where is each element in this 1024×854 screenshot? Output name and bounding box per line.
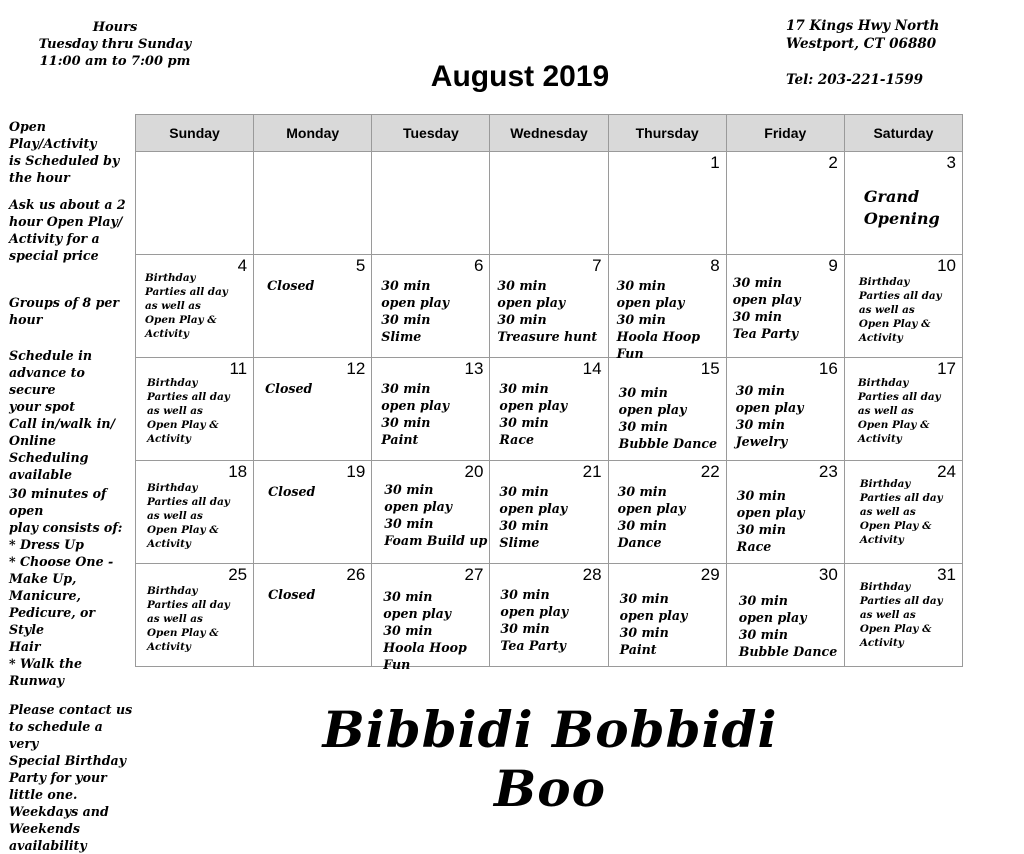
day-number: 10	[937, 256, 956, 275]
week-row	[136, 564, 963, 667]
day-cell	[726, 152, 844, 255]
day-cell	[136, 255, 254, 358]
note-groups: Groups of 8 per hour	[9, 295, 120, 327]
day-number: 25	[228, 565, 248, 584]
note-open-play: Open Play/Activity is Scheduled by the hour	[9, 119, 120, 185]
day-cell	[136, 461, 254, 564]
week-row	[136, 461, 963, 564]
day-cell	[726, 564, 844, 667]
day-cell	[608, 152, 726, 255]
day-event: 30 min open play 30 min Slime	[381, 278, 450, 344]
day-cell	[726, 461, 844, 564]
calendar-title: August 2019	[430, 60, 610, 93]
day-number: 7	[592, 256, 602, 275]
day-cell	[490, 358, 608, 461]
day-number: 31	[937, 565, 956, 584]
day-number: 29	[700, 565, 720, 584]
phone-number: Tel: 203-221-1599	[786, 72, 924, 88]
day-number: 6	[473, 256, 484, 275]
day-event: 30 min open play 30 min Foam Build up	[384, 482, 488, 548]
day-event: Closed	[265, 381, 313, 396]
day-cell	[136, 358, 254, 461]
day-cell-empty	[136, 152, 254, 255]
day-number: 17	[937, 359, 956, 378]
week-row	[136, 152, 963, 255]
day-number: 19	[346, 462, 366, 481]
day-cell-empty	[372, 152, 490, 255]
day-event: Birthday Parties all day as well as Open Play & Activity	[859, 581, 943, 649]
weekday-header: Tuesday	[372, 115, 490, 152]
hours-title: Hours	[92, 20, 138, 35]
day-event: 30 min open play 30 min Treasure hunt	[497, 278, 598, 344]
day-event: Closed	[268, 484, 316, 499]
day-cell	[844, 358, 962, 461]
address-line2: Westport, CT 06880	[786, 36, 937, 52]
day-number: 26	[346, 565, 366, 584]
day-number: 4	[237, 256, 248, 275]
day-event: Birthday Parties all day as well as Open Play & Activity	[147, 482, 230, 550]
day-number: 21	[582, 462, 602, 481]
day-event: 30 min open play 30 min Paint	[381, 381, 450, 447]
weekday-header: Friday	[726, 115, 844, 152]
day-event: 30 min open play 30 min Bubble Dance	[618, 385, 718, 451]
day-cell	[726, 255, 844, 358]
weekday-header: Thursday	[608, 115, 726, 152]
day-number: 9	[828, 256, 838, 275]
day-cell-empty	[254, 152, 372, 255]
day-event: 30 min open play 30 min Paint	[619, 591, 688, 657]
day-event: 30 min open play 30 min Slime	[499, 484, 568, 550]
day-event: Closed	[268, 587, 316, 602]
day-number: 14	[582, 359, 602, 378]
note-open-play-details: 30 minutes of open play consists of: * Dress Up * Choose One - Make Up, Manicure, Pedicure, or Style Hair * Walk the Runway	[9, 486, 123, 688]
day-number: 23	[818, 462, 838, 481]
day-cell	[372, 358, 490, 461]
address-block	[786, 17, 1016, 89]
day-cell	[136, 564, 254, 667]
day-event: Birthday Parties all day as well as Open Play & Activity	[857, 377, 941, 445]
day-cell	[372, 564, 490, 672]
weekday-header: Monday	[254, 115, 372, 152]
day-event: 30 min open play 30 min Bubble Dance	[738, 593, 838, 659]
weekday-header: Sunday	[136, 115, 254, 152]
day-number: 16	[818, 359, 838, 378]
day-cell	[490, 564, 608, 667]
day-number: 2	[828, 153, 838, 172]
day-event: Birthday Parties all day as well as Open Play & Activity	[858, 276, 942, 344]
day-number: 24	[937, 462, 956, 481]
day-number: 8	[710, 256, 720, 275]
day-number: 15	[700, 359, 720, 378]
weekday-header: Wednesday	[490, 115, 608, 152]
day-number: 20	[464, 462, 484, 481]
day-cell	[372, 461, 490, 564]
day-number: 28	[582, 565, 602, 584]
day-cell	[608, 255, 726, 361]
day-number: 13	[464, 359, 484, 378]
weekday-header: Saturday	[844, 115, 962, 152]
day-number: 18	[228, 462, 248, 481]
day-number: 30	[818, 565, 838, 584]
brand-footer: Bibbidi Bobbidi Boo	[322, 700, 778, 818]
day-cell	[254, 255, 372, 358]
day-cell	[844, 255, 962, 358]
day-event: 30 min open play 30 min Hoola Hoop Fun	[383, 589, 467, 672]
day-cell	[490, 461, 608, 564]
day-cell	[844, 461, 962, 564]
day-event: 30 min open play 30 min Dance	[617, 484, 686, 550]
hours-block	[20, 19, 210, 70]
day-number: 12	[346, 359, 366, 378]
day-number: 1	[710, 153, 720, 172]
weekday-header-row	[136, 115, 963, 152]
day-number: 27	[464, 565, 484, 584]
day-cell	[608, 358, 726, 461]
day-number: 11	[229, 359, 248, 378]
day-cell	[372, 255, 490, 358]
day-number: 22	[700, 462, 720, 481]
day-number: 5	[355, 256, 366, 275]
day-event: 30 min open play 30 min Jewelry	[735, 383, 804, 449]
day-cell	[608, 564, 726, 667]
address-line1: 17 Kings Hwy North	[786, 18, 940, 34]
day-number: 3	[946, 153, 956, 172]
day-cell	[726, 358, 844, 461]
calendar-grid	[135, 114, 963, 672]
day-cell	[844, 152, 962, 255]
hours-days: Tuesday thru Sunday	[38, 37, 192, 52]
week-row	[136, 255, 963, 358]
note-birthday-party: Please contact us to schedule a very Special Birthday Party for your little one. Weekdays and Weekends availability	[9, 702, 133, 853]
hours-time: 11:00 am to 7:00 pm	[39, 54, 191, 69]
day-event: Grand Opening	[863, 187, 940, 228]
day-event: Closed	[267, 278, 315, 293]
note-two-hour: Ask us about a 2 hour Open Play/ Activity for a special price	[9, 197, 126, 263]
day-event: Birthday Parties all day as well as Open Play & Activity	[147, 585, 230, 653]
day-event: Birthday Parties all day as well as Open Play & Activity	[147, 377, 230, 445]
day-cell-empty	[490, 152, 608, 255]
day-cell	[254, 564, 372, 667]
day-event: 30 min open play 30 min Tea Party	[500, 587, 569, 653]
day-cell	[844, 564, 962, 667]
day-cell	[608, 461, 726, 564]
day-event: 30 min open play 30 min Race	[736, 488, 805, 554]
week-row	[136, 358, 963, 461]
day-cell	[254, 358, 372, 461]
sidebar-notes	[9, 118, 133, 854]
day-event: Birthday Parties all day as well as Open Play & Activity	[859, 478, 943, 546]
day-cell	[490, 255, 608, 358]
day-event: 30 min open play 30 min Race	[499, 381, 568, 447]
day-event: Birthday Parties all day as well as Open Play & Activity	[145, 272, 228, 340]
day-event: 30 min open play 30 min Hoola Hoop Fun	[616, 278, 701, 361]
day-cell	[254, 461, 372, 564]
day-event: 30 min open play 30 min Tea Party	[732, 275, 801, 341]
note-schedule: Schedule in advance to secure your spot Call in/walk in/ Online Scheduling available	[9, 348, 116, 482]
